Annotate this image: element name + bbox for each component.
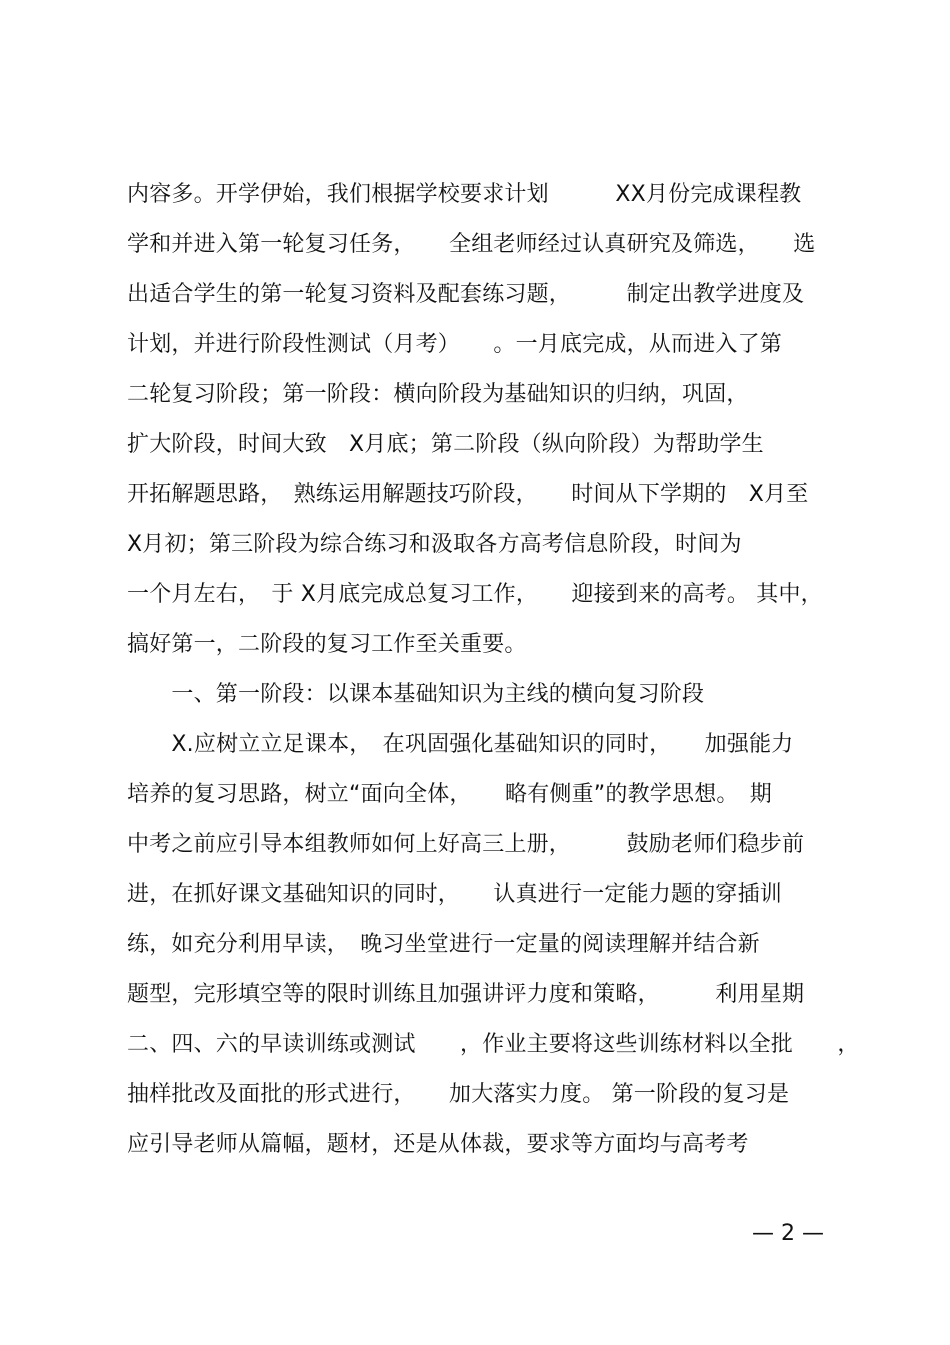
text-line: 出适合学生的第一轮复习资料及配套练习题， 制定出教学进度及 xyxy=(127,282,805,307)
text-line: 一个月左右， 于 X月底完成总复习工作， 迎接到来的高考。 其中， xyxy=(127,582,823,607)
text-line: X.应树立立足课本， 在巩固强化基础知识的同时， 加强能力 xyxy=(127,732,794,757)
text-line: 搞好第一，二阶段的复习工作至关重要。 xyxy=(127,632,527,657)
text-line: 学和并进入第一轮复习任务， 全组老师经过认真研究及筛选， 选 xyxy=(127,232,816,257)
text-line: 扩大阶段，时间大致 X月底；第二阶段（纵向阶段）为帮助学生 xyxy=(127,432,764,457)
text-line: 练，如充分利用早读， 晚习坐堂进行一定量的阅读理解并结合新 xyxy=(127,932,760,957)
text-line: 抽样批改及面批的形式进行， 加大落实力度。 第一阶段的复习是 xyxy=(127,1082,790,1107)
text-line: 中考之前应引导本组教师如何上好高三上册， 鼓励老师们稳步前 xyxy=(127,832,805,857)
text-line: 开拓解题思路， 熟练运用解题技巧阶段， 时间从下学期的 X月至 xyxy=(127,482,809,507)
text-line: 计划，并进行阶段性测试（月考） 。一月底完成，从而进入了第 xyxy=(127,332,783,357)
text-line: 二、四、六的早读训练或测试 ，作业主要将这些训练材料以全批 ， xyxy=(127,1032,860,1057)
text-line: 进，在抓好课文基础知识的同时， 认真进行一定能力题的穿插训 xyxy=(127,882,783,907)
text-line: X月初；第三阶段为综合练习和汲取各方高考信息阶段，时间为 xyxy=(127,532,742,557)
text-line: 内容多。开学伊始，我们根据学校要求计划 XX月份完成课程教 xyxy=(127,182,802,207)
section-heading: 一、第一阶段：以课本基础知识为主线的横向复习阶段 xyxy=(127,682,705,707)
text-line: 应引导老师从篇幅，题材，还是从体裁，要求等方面均与高考考 xyxy=(127,1132,749,1157)
text-line: 题型，完形填空等的限时训练且加强讲评力度和策略， 利用星期 xyxy=(127,982,805,1007)
text-line: 二轮复习阶段；第一阶段：横向阶段为基础知识的归纳，巩固， xyxy=(127,382,749,407)
page-number: — 2 — xyxy=(752,1221,824,1246)
text-line: 培养的复习思路，树立“面向全体， 略有侧重”的教学思想。 期 xyxy=(127,782,772,807)
